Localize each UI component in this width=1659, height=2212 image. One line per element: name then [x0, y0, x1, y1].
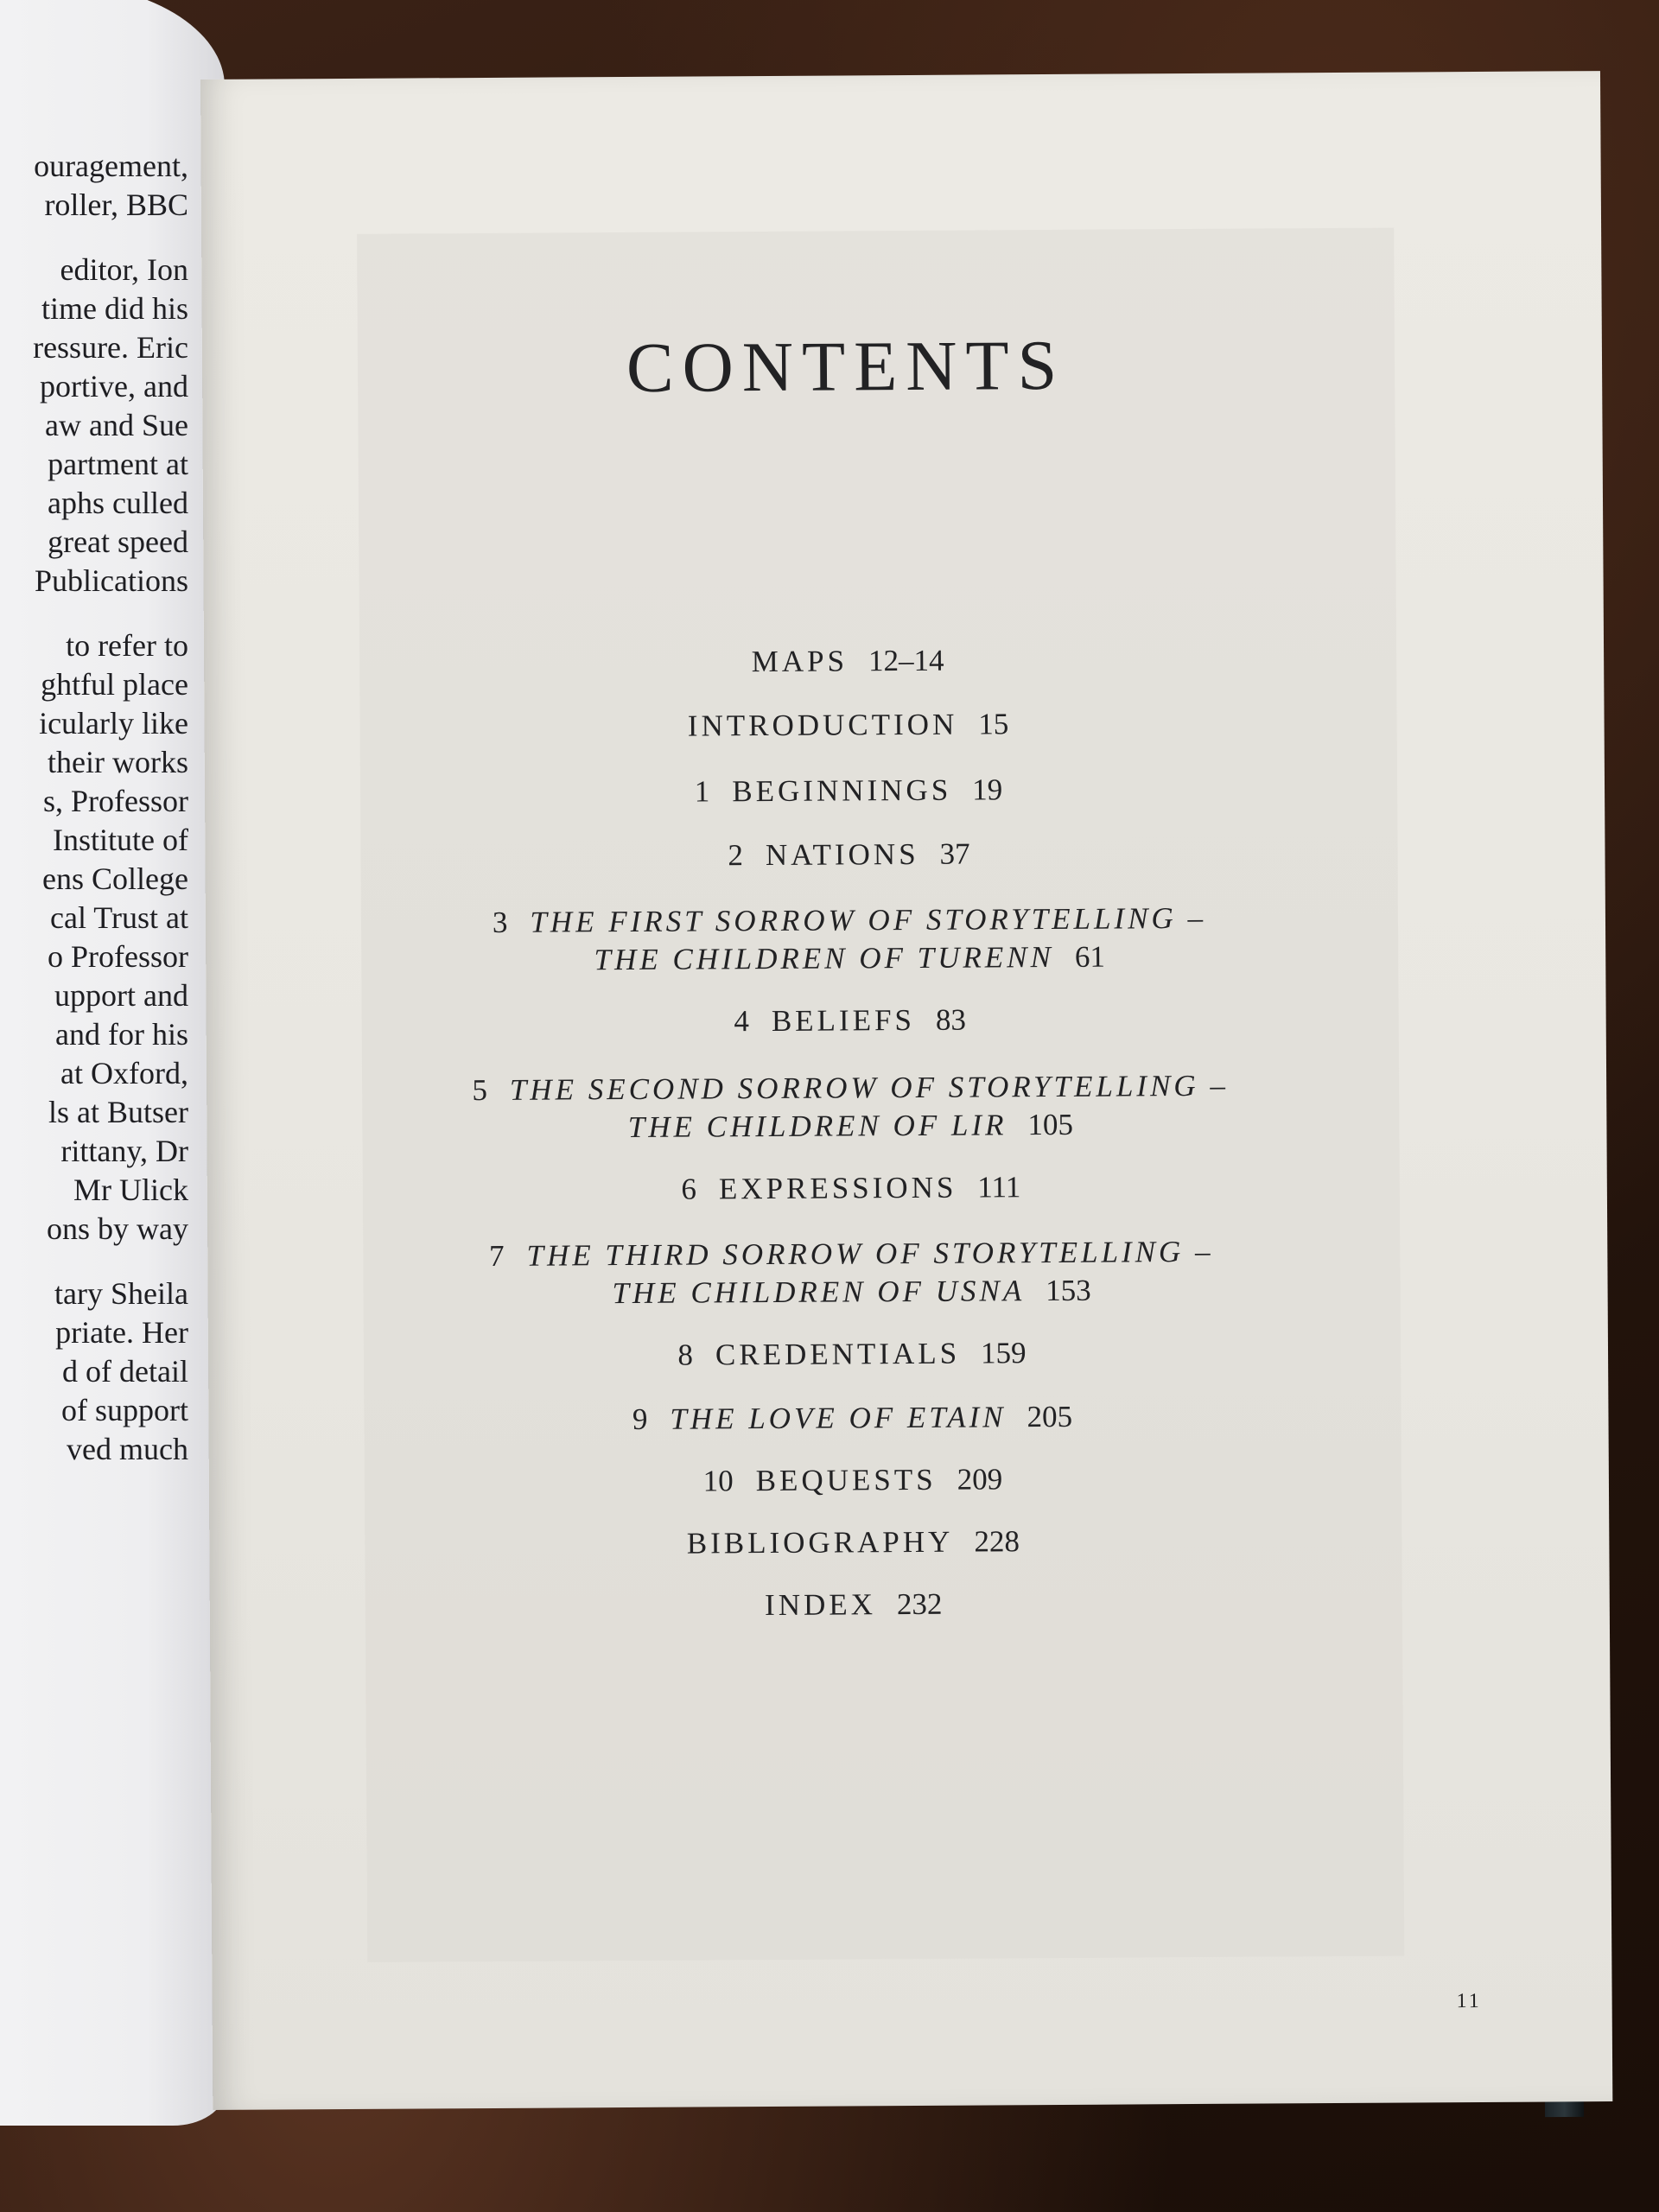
page-ref: 19 — [972, 772, 1003, 807]
toc-entry-line — [209, 1458, 1497, 1503]
left-line: Mr Ulick — [73, 1173, 188, 1207]
toc-entry-line — [207, 1269, 1495, 1315]
left-line: rittany, Dr — [60, 1134, 188, 1168]
toc-entry — [210, 1582, 1497, 1628]
chapter-title: BIBLIOGRAPHY — [686, 1524, 954, 1560]
left-line: aphs culled — [48, 486, 188, 520]
chapter-number: 4 — [734, 1004, 749, 1039]
toc-entry — [206, 898, 1494, 982]
right-page — [200, 71, 1612, 2110]
left-line: ons by way — [47, 1211, 188, 1246]
chapter-number: 5 — [472, 1072, 488, 1108]
toc-entry-line — [207, 1166, 1495, 1211]
toc-entry — [204, 702, 1491, 748]
chapter-title: BELIEFS — [771, 1002, 916, 1038]
left-line: ens College — [42, 861, 188, 896]
left-line: their works — [48, 745, 188, 779]
left-page-text — [0, 0, 188, 1469]
page-ref: 205 — [1027, 1399, 1073, 1434]
left-line: ved much — [67, 1432, 188, 1466]
chapter-title: INTRODUCTION — [687, 707, 958, 743]
chapter-title: THE FIRST SORROW OF STORYTELLING – — [530, 900, 1207, 939]
toc-entry-line — [205, 768, 1492, 814]
chapter-number: 8 — [677, 1338, 694, 1372]
page-ref: 153 — [1046, 1273, 1091, 1308]
left-line: editor, Ion — [60, 252, 188, 287]
page-ref: 105 — [1027, 1107, 1074, 1142]
toc-entry-line — [204, 639, 1491, 684]
toc-entry-line — [207, 998, 1494, 1044]
left-line: d of detail — [62, 1354, 188, 1389]
chapter-title: EXPRESSIONS — [718, 1170, 957, 1206]
toc-entry-line — [210, 1582, 1497, 1628]
chapter-title: BEQUESTS — [755, 1462, 937, 1498]
left-line: ressure. Eric — [33, 330, 188, 365]
page-ref: 12–14 — [868, 643, 944, 678]
toc-entry-line — [204, 702, 1491, 748]
left-line: and for his — [55, 1017, 188, 1052]
toc-entry — [209, 1520, 1497, 1566]
left-line: cal Trust at — [49, 900, 188, 935]
chapter-title: BEGINNINGS — [732, 772, 952, 809]
left-line: time did his — [41, 291, 188, 326]
left-line: to refer to — [66, 628, 188, 663]
table-of-contents — [200, 72, 1488, 1623]
left-line: at Oxford, — [60, 1056, 188, 1090]
page-ref: 111 — [977, 1170, 1021, 1205]
toc-entry — [207, 1231, 1496, 1315]
chapter-number: 1 — [694, 774, 710, 809]
toc-entry-line — [208, 1332, 1496, 1377]
chapter-number: 3 — [492, 905, 508, 939]
toc-entry-line — [208, 1395, 1496, 1441]
contents-heading: CONTENTS — [626, 325, 1066, 407]
toc-entry — [209, 1458, 1497, 1503]
left-line: Publications — [35, 563, 188, 598]
chapter-number: 10 — [702, 1464, 734, 1498]
left-line: of support — [61, 1393, 188, 1427]
chapter-number: 9 — [632, 1402, 648, 1436]
page-ref: 83 — [935, 1002, 967, 1037]
left-line: ghtful place — [41, 667, 188, 702]
page-ref: 159 — [980, 1336, 1027, 1370]
toc-entry-line — [209, 1520, 1497, 1566]
left-line: tary Sheila — [54, 1276, 188, 1311]
toc-entry — [205, 832, 1492, 878]
left-line: priate. Her — [55, 1315, 188, 1350]
page-ref: 37 — [939, 836, 970, 871]
left-line: ouragement, — [34, 149, 188, 183]
toc-entry — [208, 1332, 1496, 1377]
left-line: portive, and — [40, 369, 188, 404]
left-line: aw and Sue — [45, 408, 188, 442]
chapter-number: 6 — [681, 1172, 697, 1206]
page-ref: 228 — [974, 1524, 1020, 1559]
toc-entry — [207, 998, 1494, 1044]
left-line: ls at Butser — [48, 1095, 188, 1129]
left-line: great speed — [48, 524, 188, 559]
page-ref: 232 — [896, 1586, 943, 1622]
chapter-number: 7 — [488, 1238, 505, 1273]
chapter-subtitle: THE CHILDREN OF USNA — [612, 1274, 1026, 1311]
chapter-subtitle: THE CHILDREN OF TURENN — [594, 939, 1055, 977]
chapter-subtitle: THE CHILDREN OF LIR — [627, 1108, 1007, 1144]
left-line: upport and — [54, 978, 188, 1013]
chapter-title: CREDENTIALS — [715, 1336, 961, 1372]
toc-entry — [205, 768, 1492, 814]
page-number: 11 — [1456, 1989, 1482, 2013]
toc-entry — [207, 1166, 1495, 1211]
toc-entry-line — [205, 832, 1492, 878]
toc-entry-line — [207, 1103, 1494, 1149]
chapter-title: MAPS — [751, 644, 849, 679]
left-page — [0, 0, 225, 2126]
page-ref: 61 — [1074, 939, 1106, 974]
chapter-title: THE THIRD SORROW OF STORYTELLING – — [526, 1234, 1214, 1273]
toc-entry — [204, 639, 1491, 684]
chapter-title: INDEX — [764, 1587, 877, 1623]
left-line: icularly like — [39, 706, 188, 741]
toc-entry — [208, 1395, 1496, 1441]
toc-entry — [207, 1065, 1495, 1149]
left-line: partment at — [48, 447, 188, 481]
chapter-title: THE LOVE OF ETAIN — [670, 1400, 1007, 1436]
left-line: o Professor — [48, 939, 188, 974]
left-line: Institute of — [53, 823, 188, 857]
chapter-title: THE SECOND SORROW OF STORYTELLING – — [509, 1068, 1230, 1107]
left-line: roller, BBC — [44, 188, 188, 222]
chapter-number: 2 — [728, 838, 743, 873]
page-ref: 15 — [978, 707, 1009, 741]
chapter-title: NATIONS — [765, 836, 919, 873]
page-ref: 209 — [957, 1462, 1003, 1497]
left-line: s, Professor — [43, 784, 188, 818]
toc-entry-line — [206, 936, 1493, 982]
